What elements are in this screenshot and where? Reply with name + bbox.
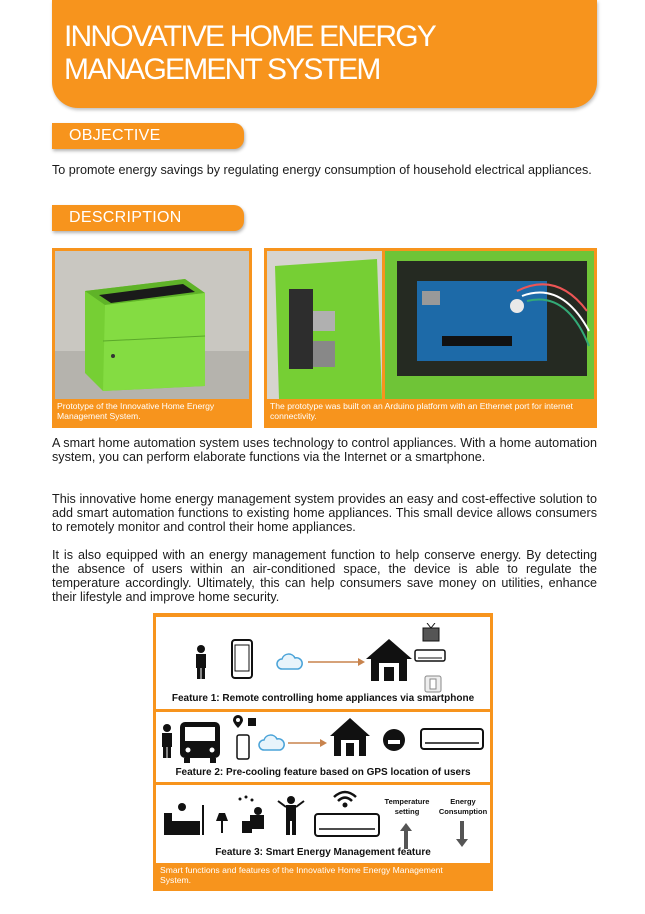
prototype-image (55, 251, 249, 399)
router-icon (382, 728, 406, 752)
description-heading: DESCRIPTION (52, 205, 244, 231)
wifi-icon (332, 789, 358, 809)
arrow-up-icon (400, 823, 412, 849)
prototype-photo (52, 248, 252, 428)
page-title: INNOVATIVE HOME ENERGY MANAGEMENT SYSTEM (64, 20, 436, 86)
arduino-image (267, 251, 594, 399)
air-conditioner-icon-3 (314, 813, 380, 837)
feature3-label: Feature 3: Smart Energy Management feature (215, 847, 431, 858)
smartphone-icon-2 (236, 734, 250, 760)
objective-text: To promote energy savings by regulating energy consumption of household electrical appliances. (52, 163, 592, 177)
arrow-down-icon (456, 821, 468, 847)
photo1-caption: Prototype of the Innovative Home Energy Management System. (57, 401, 215, 421)
features-figure (153, 613, 493, 891)
arduino-photo (264, 248, 597, 428)
cloud-icon-2 (258, 734, 286, 752)
temperature-setting-label: Temperature setting (384, 797, 430, 816)
light-switch-icon (424, 675, 442, 693)
features-caption: Smart functions and features of the Innovative Home Energy Management System. (160, 865, 443, 885)
air-conditioner-icon-2 (420, 728, 484, 750)
person-icon-2 (160, 724, 174, 758)
photo2-caption: The prototype was built on an Arduino platform with an Ethernet port for internet connectivity. (270, 401, 573, 421)
arrow-icon-2 (288, 738, 328, 748)
gps-icon (232, 714, 260, 728)
standing-person-icon (276, 795, 306, 837)
bus-icon (178, 720, 222, 764)
home-icon (364, 637, 414, 683)
arrow-icon (308, 657, 366, 667)
smartphone-icon (231, 639, 253, 679)
feature2-label: Feature 2: Pre-cooling feature based on GPS location of users (175, 767, 471, 778)
person-icon (194, 645, 208, 679)
tv-icon (421, 623, 441, 643)
cloud-icon (276, 653, 304, 671)
armchair-person-icon (162, 801, 214, 837)
air-conditioner-icon (414, 649, 446, 663)
objective-heading: OBJECTIVE (52, 123, 244, 149)
description-paragraph-3: It is also equipped with an energy management function to help conserve energy. By detecting the absence of users within an air-conditioned space, the device is able to regulate the temperature accordingly. Ultimately, this can help consumers save money on utilities, enhance their lifestyle and improve home security. (52, 548, 597, 604)
feature1-panel (156, 617, 490, 709)
feature1-label: Feature 1: Remote controlling home appliances via smartphone (171, 693, 475, 704)
feature2-panel (156, 712, 490, 782)
description-paragraph-2: This innovative home energy management system provides an easy and cost-effective solution to add smart automation functions to existing home appliances. This small device allows consumers to remotely monitor and control their home appliances. (52, 492, 597, 534)
title-banner (52, 0, 597, 108)
description-paragraph-1: A smart home automation system uses technology to control appliances. With a home automation system, you can perform elaborate functions via the Internet or a smartphone. (52, 436, 597, 464)
lamp-icon (214, 811, 230, 833)
sprinkler-person-icon (236, 795, 270, 835)
energy-consumption-label: Energy Consumption (438, 797, 488, 816)
home-icon-2 (328, 716, 372, 758)
feature3-panel (156, 785, 490, 863)
